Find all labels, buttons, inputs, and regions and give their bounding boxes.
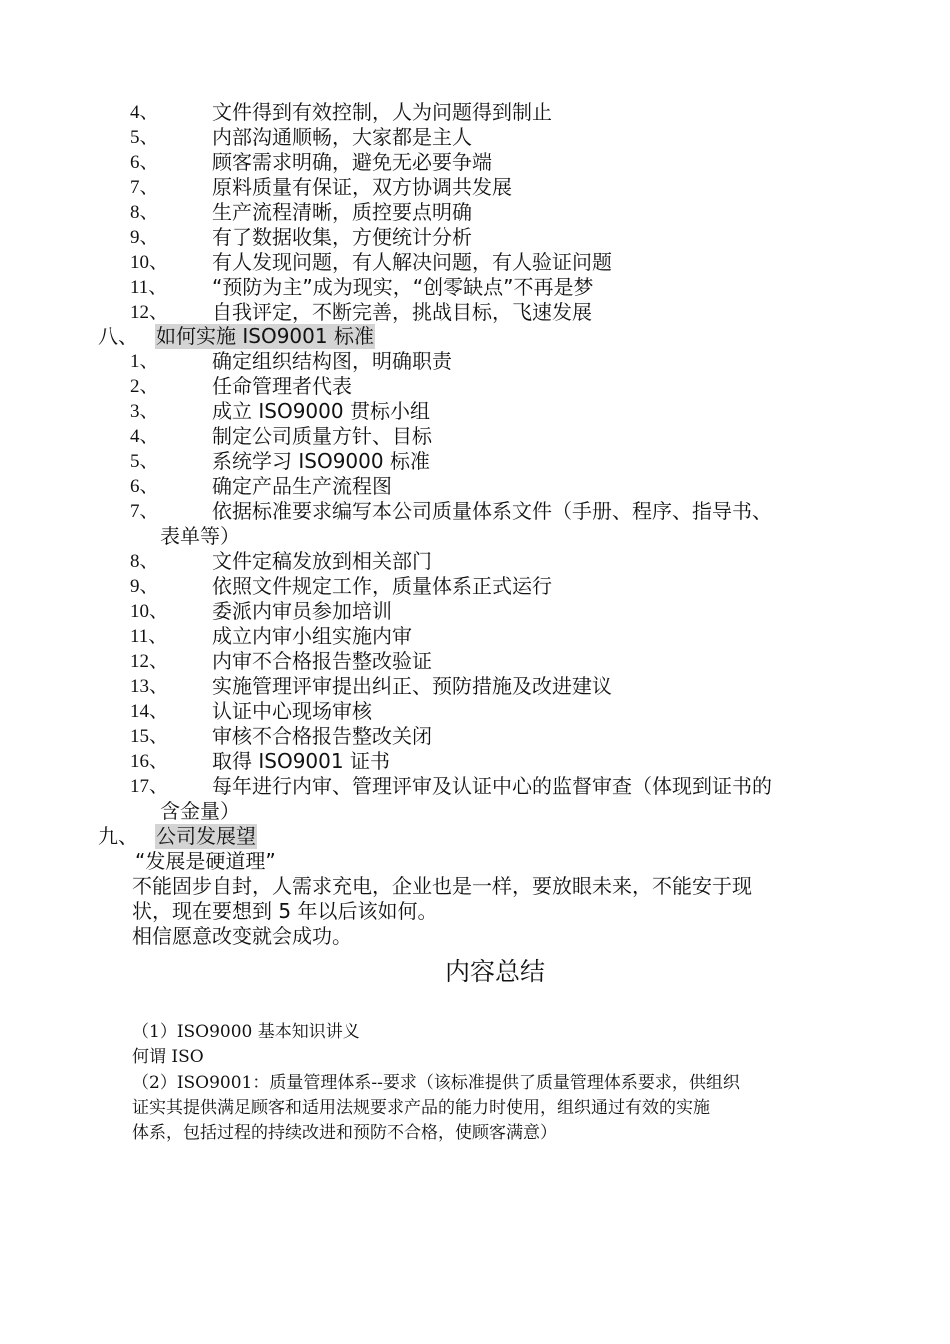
item-text: 确定产品生产流程图 xyxy=(212,474,392,498)
item-number: 4、 xyxy=(130,102,159,123)
section-title: 如何实施 ISO9001 标准 xyxy=(156,324,374,348)
summary-line: 证实其提供满足顾客和适用法规要求产品的能力时使用，组织通过有效的实施 xyxy=(132,1098,710,1118)
item-number: 1、 xyxy=(130,351,159,372)
item-text: 取得 ISO9001 证书 xyxy=(212,749,390,773)
paragraph-text: 状，现在要想到 5 年以后该如何。 xyxy=(132,899,438,923)
section-title: 公司发展望 xyxy=(156,824,256,848)
item-number: 5、 xyxy=(130,127,159,148)
item-text: 认证中心现场审核 xyxy=(212,699,372,723)
item-number: 5、 xyxy=(130,451,159,472)
summary-line: （2）ISO9001：质量管理体系--要求（该标准提供了质量管理体系要求，供组织 xyxy=(132,1073,740,1093)
item-text: 委派内审员参加培训 xyxy=(212,599,392,623)
summary-line: （1）ISO9000 基本知识讲义 xyxy=(132,1022,360,1042)
item-text: 每年进行内审、管理评审及认证中心的监督审查（体现到证书的 xyxy=(212,774,772,798)
item-number: 6、 xyxy=(130,152,159,173)
item-number: 14、 xyxy=(130,701,169,722)
item-number: 7、 xyxy=(130,177,159,198)
item-text: 有了数据收集，方便统计分析 xyxy=(212,225,472,249)
item-number: 13、 xyxy=(130,676,169,697)
item-number: 12、 xyxy=(130,302,169,323)
summary-line: 体系，包括过程的持续改进和预防不合格，使顾客满意） xyxy=(132,1123,557,1143)
item-number: 8、 xyxy=(130,202,159,223)
item-text: 文件得到有效控制，人为问题得到制止 xyxy=(212,100,552,124)
item-number: 12、 xyxy=(130,651,169,672)
item-text: 审核不合格报告整改关闭 xyxy=(212,724,432,748)
item-number: 10、 xyxy=(130,601,169,622)
item-text: 任命管理者代表 xyxy=(212,374,352,398)
item-text: 依照文件规定工作，质量体系正式运行 xyxy=(212,574,552,598)
item-text: 内部沟通顺畅，大家都是主人 xyxy=(212,125,472,149)
item-number: 9、 xyxy=(130,227,159,248)
item-number: 4、 xyxy=(130,426,159,447)
item-number: 11、 xyxy=(130,277,168,298)
item-number: 15、 xyxy=(130,726,169,747)
item-number: 9、 xyxy=(130,576,159,597)
item-text: 自我评定，不断完善，挑战目标，飞速发展 xyxy=(212,300,592,324)
item-number: 8、 xyxy=(130,551,159,572)
paragraph-text: 不能固步自封，人需求充电，企业也是一样，要放眼未来，不能安于现 xyxy=(132,874,752,898)
item-text-continued: 表单等） xyxy=(160,524,240,548)
summary-line: 何谓 ISO xyxy=(132,1047,204,1067)
summary-title: 内容总结 xyxy=(444,957,545,986)
item-number: 3、 xyxy=(130,401,159,422)
item-text: “预防为主”成为现实，“创零缺点”不再是梦 xyxy=(212,275,594,299)
item-number: 10、 xyxy=(130,252,169,273)
item-number: 11、 xyxy=(130,626,168,647)
item-text: 文件定稿发放到相关部门 xyxy=(212,549,432,573)
item-text: 成立内审小组实施内审 xyxy=(212,624,412,648)
item-text: 确定组织结构图，明确职责 xyxy=(212,349,452,373)
item-text: 有人发现问题，有人解决问题，有人验证问题 xyxy=(212,250,612,274)
item-text: 生产流程清晰，质控要点明确 xyxy=(212,200,472,224)
quote-text: “发展是硬道理” xyxy=(135,849,276,873)
item-text: 系统学习 ISO9000 标准 xyxy=(212,449,430,473)
item-text: 实施管理评审提出纠正、预防措施及改进建议 xyxy=(212,674,612,698)
paragraph-text: 相信愿意改变就会成功。 xyxy=(132,924,352,948)
section-number: 八、 xyxy=(98,324,138,348)
item-text: 顾客需求明确，避免无必要争端 xyxy=(212,150,492,174)
item-number: 6、 xyxy=(130,476,159,497)
item-text: 原料质量有保证，双方协调共发展 xyxy=(212,175,512,199)
item-text: 制定公司质量方针、目标 xyxy=(212,424,432,448)
item-text: 成立 ISO9000 贯标小组 xyxy=(212,399,430,423)
item-number: 7、 xyxy=(130,501,159,522)
item-number: 17、 xyxy=(130,776,169,797)
item-number: 2、 xyxy=(130,376,159,397)
section-number: 九、 xyxy=(98,824,138,848)
item-text-continued: 含金量） xyxy=(160,799,240,823)
item-number: 16、 xyxy=(130,751,169,772)
item-text: 依据标准要求编写本公司质量体系文件（手册、程序、指导书、 xyxy=(212,499,772,523)
item-text: 内审不合格报告整改验证 xyxy=(212,649,432,673)
